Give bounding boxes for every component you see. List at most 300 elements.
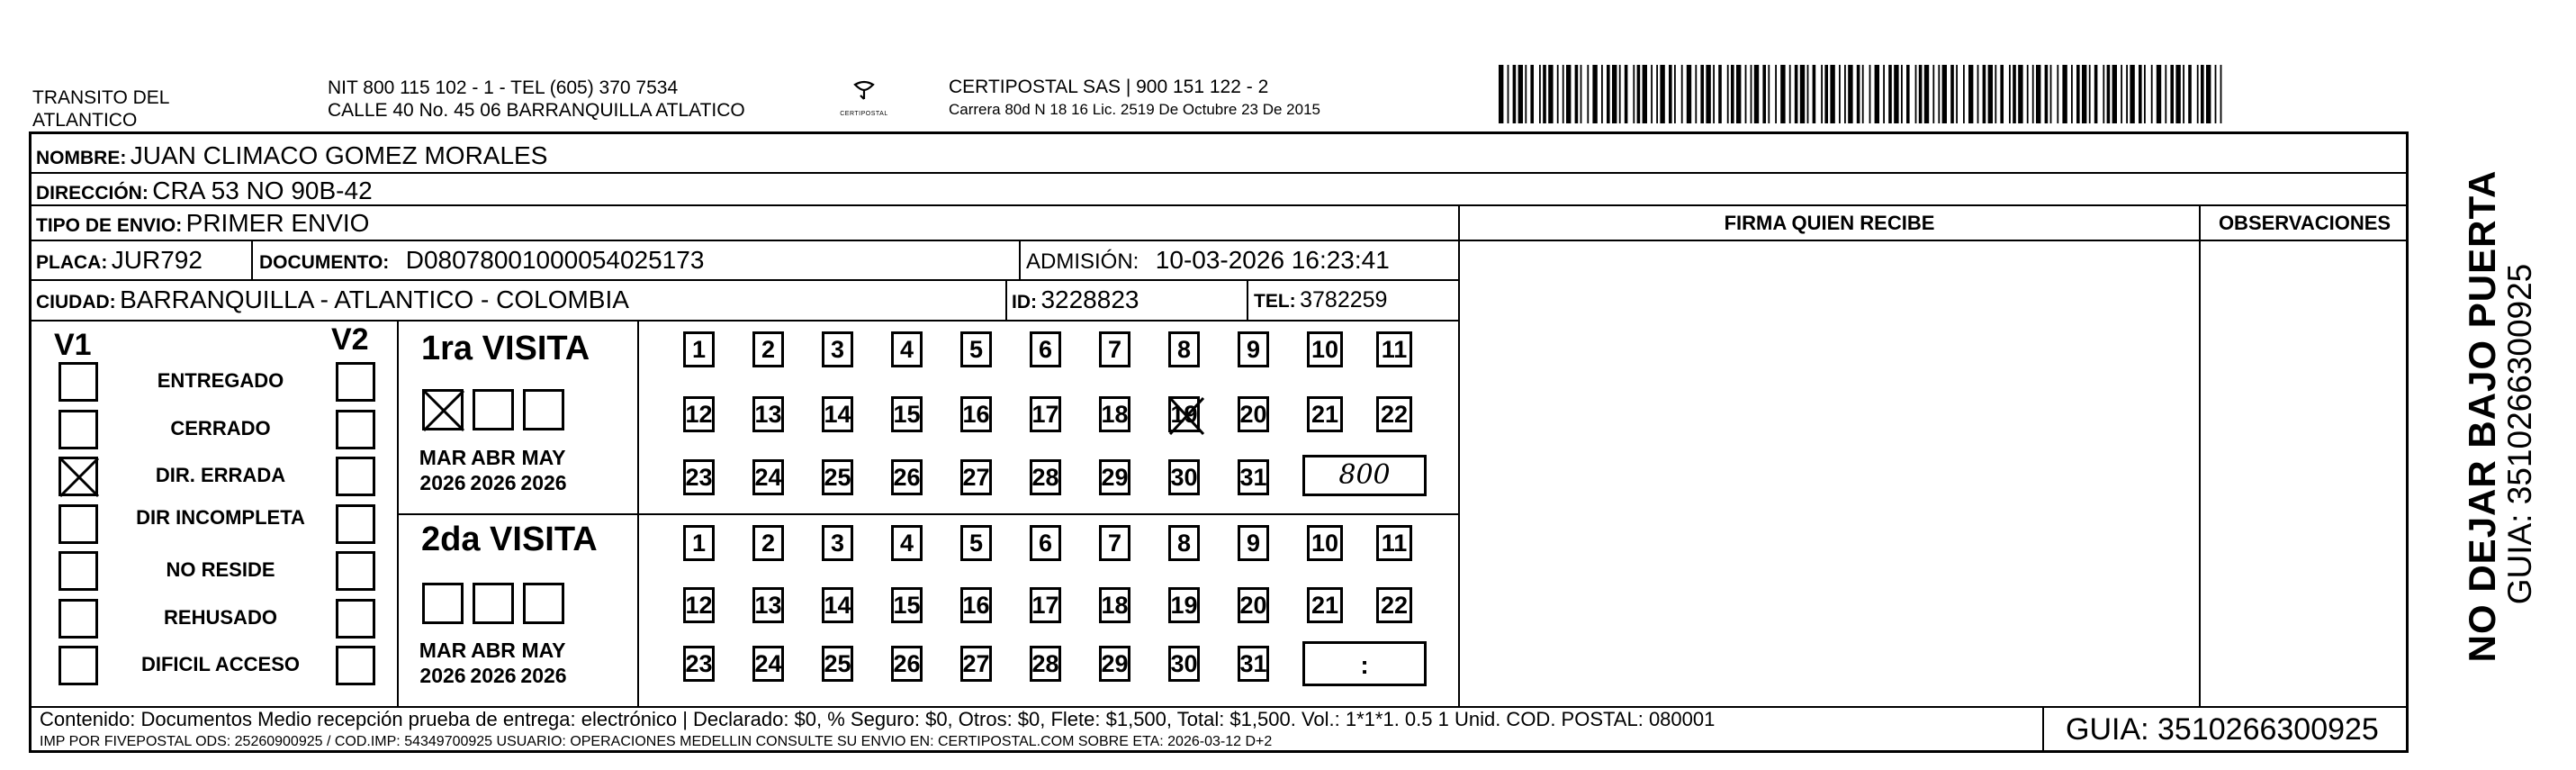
issuer-name: [32, 86, 169, 131]
barcode-bar: [2050, 65, 2052, 123]
barcode-bar: [1932, 65, 1934, 123]
visit2-time: :: [1360, 651, 1369, 679]
day-box[interactable]: [891, 331, 923, 367]
day-box[interactable]: [1030, 331, 1061, 367]
admision-label: ADMISIÓN:: [1026, 249, 1139, 274]
day-number: 23: [685, 463, 713, 491]
certipostal-logo: [833, 79, 896, 126]
v2-checkbox[interactable]: [336, 599, 375, 639]
day-box[interactable]: [822, 396, 853, 432]
day-box[interactable]: [822, 646, 853, 682]
day-number: 9: [1246, 335, 1261, 363]
tel-value: 3782259: [1300, 287, 1388, 313]
month-label: [466, 445, 520, 495]
courier-line: CERTIPOSTAL SAS | 900 151 122 - 2: [949, 77, 1269, 97]
barcode-bar: [2144, 65, 2146, 123]
day-box[interactable]: [1168, 525, 1200, 561]
barcode-bar: [2175, 65, 2180, 123]
day-box[interactable]: [1099, 587, 1130, 623]
visit1-title: 1ra VISITA: [421, 330, 590, 367]
day-box[interactable]: [683, 646, 715, 682]
day-number: 26: [893, 463, 921, 491]
day-box[interactable]: [1099, 525, 1130, 561]
barcode-bar: [2201, 65, 2204, 123]
barcode-bar: [1824, 65, 1828, 123]
barcode-bar: [2032, 65, 2034, 123]
day-box[interactable]: [960, 646, 992, 682]
day-box[interactable]: [960, 587, 992, 623]
barcode-bar: [1669, 65, 1672, 123]
barcode-bar: [2057, 65, 2058, 123]
logo-text: CERTIPOSTAL: [840, 111, 888, 117]
barcode-bar: [2121, 65, 2122, 123]
barcode-bar: [1963, 65, 1965, 123]
barcode-bar: [1942, 65, 1947, 123]
v1-checkbox[interactable]: [59, 457, 98, 496]
day-number: 28: [1031, 463, 1059, 491]
barcode-bar: [1612, 65, 1617, 123]
day-box[interactable]: [1307, 525, 1343, 561]
barcode-bar: [1651, 65, 1653, 123]
barcode-bar: [1695, 65, 1697, 123]
barcode-bar: [1656, 65, 1658, 123]
day-number: 4: [899, 335, 914, 363]
day-box[interactable]: [1238, 396, 1269, 432]
barcode-bar: [2027, 65, 2029, 123]
day-number: 20: [1239, 591, 1267, 619]
day-box[interactable]: [891, 396, 923, 432]
day-box[interactable]: [1030, 587, 1061, 623]
day-number: 22: [1380, 591, 1409, 619]
barcode-bar: [2151, 65, 2153, 123]
documento-cell: [259, 245, 704, 280]
cell-divider: [1247, 279, 1248, 320]
barcode-bar: [2071, 65, 2073, 123]
month-year: 2026: [419, 664, 466, 687]
barcode-bar: [1795, 65, 1798, 123]
barcode-bar: [1581, 65, 1582, 123]
barcode-bar: [2107, 65, 2111, 123]
barcode-bar: [2183, 65, 2184, 123]
day-number: 31: [1239, 463, 1267, 491]
barcode-bar: [1513, 65, 1517, 123]
day-box[interactable]: [752, 587, 784, 623]
barcode-bar: [1731, 65, 1734, 123]
day-number: 31: [1239, 649, 1267, 677]
day-number: 27: [962, 649, 990, 677]
v2-checkbox[interactable]: [336, 457, 375, 496]
side-guia-wrap: [2502, 164, 2538, 668]
id-value: 3228823: [1040, 285, 1139, 313]
v2-checkbox[interactable]: [336, 410, 375, 449]
month-checkbox[interactable]: [473, 389, 514, 430]
barcode-bar: [1625, 65, 1628, 123]
barcode-bar: [1875, 65, 1879, 123]
day-number: 1: [691, 335, 707, 363]
day-number: 30: [1170, 649, 1198, 677]
documento-value: D08078001000054025173: [405, 246, 705, 274]
barcode-bar: [2018, 65, 2022, 123]
row-divider: [29, 320, 1460, 322]
v1-checkbox[interactable]: [59, 646, 98, 685]
barcode-bar: [1844, 65, 1846, 123]
status-label: ENTREGADO: [157, 369, 284, 392]
footer-divider: [2042, 706, 2044, 753]
barcode-bar: [1607, 65, 1610, 123]
barcode-bar: [2215, 65, 2217, 123]
status-label: CERRADO: [170, 416, 271, 439]
day-box[interactable]: [1030, 396, 1061, 432]
barcode-bar: [1800, 65, 1805, 123]
day-box[interactable]: [683, 525, 715, 561]
barcode-bar: [1727, 65, 1729, 123]
barcode-bar: [2062, 65, 2067, 123]
month-checkbox[interactable]: [523, 583, 564, 624]
x-mark-icon: [422, 389, 465, 432]
barcode-bar: [2165, 65, 2166, 123]
barcode-bar: [1807, 65, 1809, 123]
direccion-value: CRA 53 NO 90B-42: [152, 177, 373, 204]
courier-details: [949, 76, 1320, 121]
status-label: NO RESIDE: [166, 558, 275, 581]
day-box[interactable]: [891, 587, 923, 623]
day-box[interactable]: [683, 459, 715, 495]
day-box[interactable]: [1030, 646, 1061, 682]
day-box[interactable]: [1168, 331, 1200, 367]
barcode-bar: [2094, 65, 2098, 123]
placa-label: PLACA:: [36, 252, 108, 273]
day-number: 8: [1176, 335, 1192, 363]
day-number: 25: [824, 463, 851, 491]
day-number: 24: [754, 463, 782, 491]
barcode-bar: [2045, 65, 2049, 123]
direccion-label: DIRECCIÓN:: [36, 183, 149, 204]
day-number: 23: [685, 649, 713, 677]
barcode-bar: [1687, 65, 1691, 123]
day-box[interactable]: [891, 525, 923, 561]
v2-header: V2: [331, 322, 369, 357]
issuer-line-1: TRANSITO DEL: [32, 87, 170, 108]
v1-checkbox[interactable]: [59, 362, 98, 402]
barcode-bar: [1566, 65, 1571, 123]
barcode-bar: [2076, 65, 2080, 123]
day-number: 28: [1031, 649, 1059, 677]
month-name: MAR: [419, 446, 467, 469]
barcode-bar: [2220, 65, 2222, 123]
barcode-bar: [1754, 65, 1759, 123]
cell-divider: [1019, 240, 1021, 279]
barcode-graphic: [1499, 65, 2223, 123]
day-number: 8: [1176, 529, 1192, 557]
barcode-bar: [1633, 65, 1635, 123]
day-box[interactable]: [1238, 331, 1269, 367]
v2-checkbox[interactable]: [336, 551, 375, 591]
barcode-bar: [1681, 65, 1683, 123]
day-box[interactable]: [960, 525, 992, 561]
barcode-bar: [1915, 65, 1917, 123]
status-label: REHUSADO: [164, 605, 277, 629]
nombre-value: JUAN CLIMACO GOMEZ MORALES: [130, 141, 548, 169]
tipo-label: TIPO DE ENVIO:: [36, 215, 183, 236]
day-box[interactable]: [752, 525, 784, 561]
barcode-bar: [2139, 65, 2142, 123]
footer-contenido: Contenido: Documentos Medio recepción prueba de entrega: electrónico | Declarado: $0, % Seguro: $0, Otros: $0, Flete: $1,500, Total: $1,500. Vol.: 1*1*1. 0.5 1 Unid. COD. POSTAL: 080001: [40, 708, 1716, 730]
day-box[interactable]: [1376, 331, 1412, 367]
month-checkbox[interactable]: [523, 389, 564, 430]
v1-checkbox[interactable]: [59, 551, 98, 591]
observaciones-left-border: [2199, 204, 2201, 706]
day-number: 18: [1101, 591, 1129, 619]
ciudad-value: BARRANQUILLA - ATLANTICO - COLOMBIA: [120, 285, 629, 313]
day-box[interactable]: [891, 459, 923, 495]
day-number: 16: [962, 400, 990, 428]
month-name: MAR: [419, 639, 467, 662]
firma-left-border: [1458, 204, 1460, 706]
day-number: 19: [1170, 591, 1198, 619]
barcode-bar: [1848, 65, 1852, 123]
day-box[interactable]: [1099, 646, 1130, 682]
barcode-bar: [1674, 65, 1676, 123]
day-box[interactable]: [822, 525, 853, 561]
barcode-bar: [1780, 65, 1785, 123]
day-box[interactable]: [1168, 646, 1200, 682]
month-label: [416, 638, 470, 688]
barcode-bar: [1789, 65, 1791, 123]
month-label: [517, 445, 571, 495]
barcode-bar: [1830, 65, 1834, 123]
ciudad-cell: [36, 285, 629, 320]
day-box[interactable]: [1168, 396, 1200, 432]
side-notice-wrap: [2463, 164, 2502, 668]
barcode-bar: [1919, 65, 1923, 123]
placa-value: JUR792: [111, 246, 203, 274]
day-number: 21: [1311, 591, 1339, 619]
day-number: 5: [968, 529, 984, 557]
cell-divider: [1005, 279, 1007, 320]
barcode-bar: [2197, 65, 2199, 123]
day-number: 12: [685, 591, 713, 619]
address-line: CALLE 40 No. 45 06 BARRANQUILLA ATLATICO: [328, 100, 745, 121]
month-checkbox[interactable]: [473, 583, 514, 624]
day-box[interactable]: [752, 396, 784, 432]
day-box[interactable]: [1099, 331, 1130, 367]
side-guia: GUIA: 3510266300925: [2501, 263, 2538, 605]
barcode-bar: [1938, 65, 1940, 123]
month-name: ABR: [471, 446, 516, 469]
barcode-bar: [2188, 65, 2192, 123]
day-box[interactable]: [960, 396, 992, 432]
barcode-bar: [1499, 65, 1503, 123]
barcode-bar: [2009, 65, 2011, 123]
admision-cell: [1026, 245, 1390, 280]
barcode-bar: [1924, 65, 1929, 123]
barcode-bar: [1637, 65, 1641, 123]
day-box[interactable]: [1030, 459, 1061, 495]
day-number: 29: [1101, 463, 1129, 491]
barcode-bar: [2112, 65, 2117, 123]
day-box[interactable]: [1168, 587, 1200, 623]
day-box[interactable]: [752, 646, 784, 682]
day-number: 16: [962, 591, 990, 619]
id-cell: [1012, 285, 1139, 320]
barcode-bar: [2206, 65, 2211, 123]
barcode: [1499, 65, 2223, 123]
visit2-time-box[interactable]: [1302, 641, 1427, 686]
barcode-bar: [1713, 65, 1715, 123]
day-box[interactable]: [1307, 396, 1343, 432]
day-number: 12: [685, 400, 713, 428]
v1-checkbox[interactable]: [59, 410, 98, 449]
v1-checkbox[interactable]: [59, 599, 98, 639]
day-number: 14: [824, 591, 851, 619]
day-number: 11: [1381, 335, 1408, 363]
documento-label: DOCUMENTO:: [259, 252, 390, 273]
day-box[interactable]: [1238, 587, 1269, 623]
day-box[interactable]: [1376, 525, 1412, 561]
barcode-bar: [1557, 65, 1559, 123]
day-number: 18: [1101, 400, 1129, 428]
tel-cell: [1254, 285, 1387, 319]
day-box[interactable]: [1307, 331, 1343, 367]
firma-header: FIRMA QUIEN RECIBE: [1724, 212, 1935, 234]
barcode-bar: [1548, 65, 1553, 123]
license-line: Carrera 80d N 18 16 Lic. 2519 De Octubre 23 De 2015: [949, 101, 1320, 118]
day-number: 2: [761, 529, 776, 557]
barcode-bar: [2089, 65, 2091, 123]
nombre-row: [36, 140, 547, 176]
barcode-bar: [1751, 65, 1752, 123]
day-box[interactable]: [1099, 459, 1130, 495]
day-box[interactable]: [891, 646, 923, 682]
x-mark-icon: [59, 457, 100, 498]
barcode-bar: [1745, 65, 1747, 123]
barcode-bar: [1518, 65, 1523, 123]
observaciones-header: OBSERVACIONES: [2218, 212, 2391, 234]
day-number: 22: [1380, 400, 1409, 428]
barcode-bar: [2013, 65, 2016, 123]
certipostal-logo-icon: [846, 79, 882, 106]
day-box[interactable]: [822, 331, 853, 367]
day-number: 27: [962, 463, 990, 491]
day-number: 15: [893, 591, 921, 619]
day-number: 6: [1038, 335, 1053, 363]
day-box[interactable]: [1030, 525, 1061, 561]
barcode-bar: [2082, 65, 2086, 123]
barcode-bar: [1862, 65, 1864, 123]
barcode-bar: [1775, 65, 1777, 123]
month-name: MAY: [521, 446, 566, 469]
visit2-title: 2da VISITA: [421, 521, 598, 558]
day-number: 4: [899, 529, 914, 557]
barcode-bar: [1839, 65, 1841, 123]
admision-value: 10-03-2026 16:23:41: [1155, 246, 1390, 274]
day-box[interactable]: [960, 459, 992, 495]
barcode-bar: [1977, 65, 1979, 123]
col-header-divider: [1460, 240, 2409, 241]
day-box[interactable]: [1238, 646, 1269, 682]
day-number: 11: [1381, 529, 1408, 557]
status-label: DIR INCOMPLETA: [136, 505, 305, 529]
barcode-bar: [2103, 65, 2104, 123]
day-box[interactable]: [1168, 459, 1200, 495]
day-box[interactable]: [1238, 459, 1269, 495]
day-box[interactable]: [1238, 525, 1269, 561]
day-box[interactable]: [683, 331, 715, 367]
v2-checkbox[interactable]: [336, 362, 375, 402]
tipo-row: [36, 208, 369, 243]
placa-cell: [36, 245, 203, 280]
day-number: 14: [824, 400, 851, 428]
day-number: 2: [761, 335, 776, 363]
footer-guia: GUIA: 3510266300925: [2066, 712, 2379, 747]
day-box[interactable]: [683, 587, 715, 623]
day-box[interactable]: [1376, 396, 1412, 432]
status-label: DIFICIL ACCESO: [140, 653, 300, 675]
month-name: MAY: [521, 639, 566, 662]
day-box[interactable]: [822, 587, 853, 623]
day-number: 15: [893, 400, 921, 428]
day-box[interactable]: [960, 331, 992, 367]
barcode-bar: [1883, 65, 1885, 123]
barcode-bar: [2130, 65, 2134, 123]
v1-checkbox[interactable]: [59, 504, 98, 544]
visit-divider: [397, 513, 1459, 515]
day-box[interactable]: [683, 396, 715, 432]
barcode-bar: [1575, 65, 1579, 123]
day-number: 13: [754, 400, 782, 428]
barcode-bar: [1508, 65, 1509, 123]
month-year: 2026: [520, 664, 567, 687]
barcode-bar: [1821, 65, 1823, 123]
barcode-bar: [1643, 65, 1647, 123]
barcode-bar: [2157, 65, 2161, 123]
barcode-bar: [2170, 65, 2174, 123]
barcode-bar: [1530, 65, 1534, 123]
day-box[interactable]: [752, 331, 784, 367]
x-mark-icon: [1168, 396, 1205, 436]
day-box[interactable]: [1376, 587, 1412, 623]
barcode-bar: [1660, 65, 1664, 123]
row-divider: [29, 204, 2409, 206]
visit1-time: 800: [1338, 459, 1391, 491]
month-checkbox[interactable]: [422, 389, 464, 430]
barcode-bar: [2036, 65, 2040, 123]
nit-line: NIT 800 115 102 - 1 - TEL (605) 370 7534: [328, 77, 679, 98]
day-box[interactable]: [1099, 396, 1130, 432]
v2-checkbox[interactable]: [336, 646, 375, 685]
visit1-time-box[interactable]: [1302, 455, 1427, 496]
id-label: ID:: [1012, 292, 1037, 313]
day-number: 17: [1031, 400, 1059, 428]
barcode-bar: [1592, 65, 1597, 123]
barcode-bar: [1813, 65, 1816, 123]
day-number: 26: [893, 649, 921, 677]
day-box[interactable]: [822, 459, 853, 495]
footer-imp: IMP POR FIVEPOSTAL ODS: 25260900925 / COD.IMP: 54349700925 USUARIO: OPERACIONES MEDELLIN CONSULTE SU ENVIO EN: CERTIPOSTAL.COM SOBRE ETA: 2026-03-12 D+2: [40, 734, 1273, 749]
day-box[interactable]: [752, 459, 784, 495]
month-year: 2026: [470, 471, 517, 494]
month-checkbox[interactable]: [422, 583, 464, 624]
month-name: ABR: [471, 639, 516, 662]
day-box[interactable]: [1307, 587, 1343, 623]
day-number: 10: [1311, 335, 1339, 363]
month-year: 2026: [419, 471, 466, 494]
barcode-bar: [1857, 65, 1860, 123]
v2-checkbox[interactable]: [336, 504, 375, 544]
day-number: 21: [1311, 400, 1339, 428]
tel-label: TEL:: [1254, 291, 1296, 312]
barcode-bar: [1869, 65, 1871, 123]
